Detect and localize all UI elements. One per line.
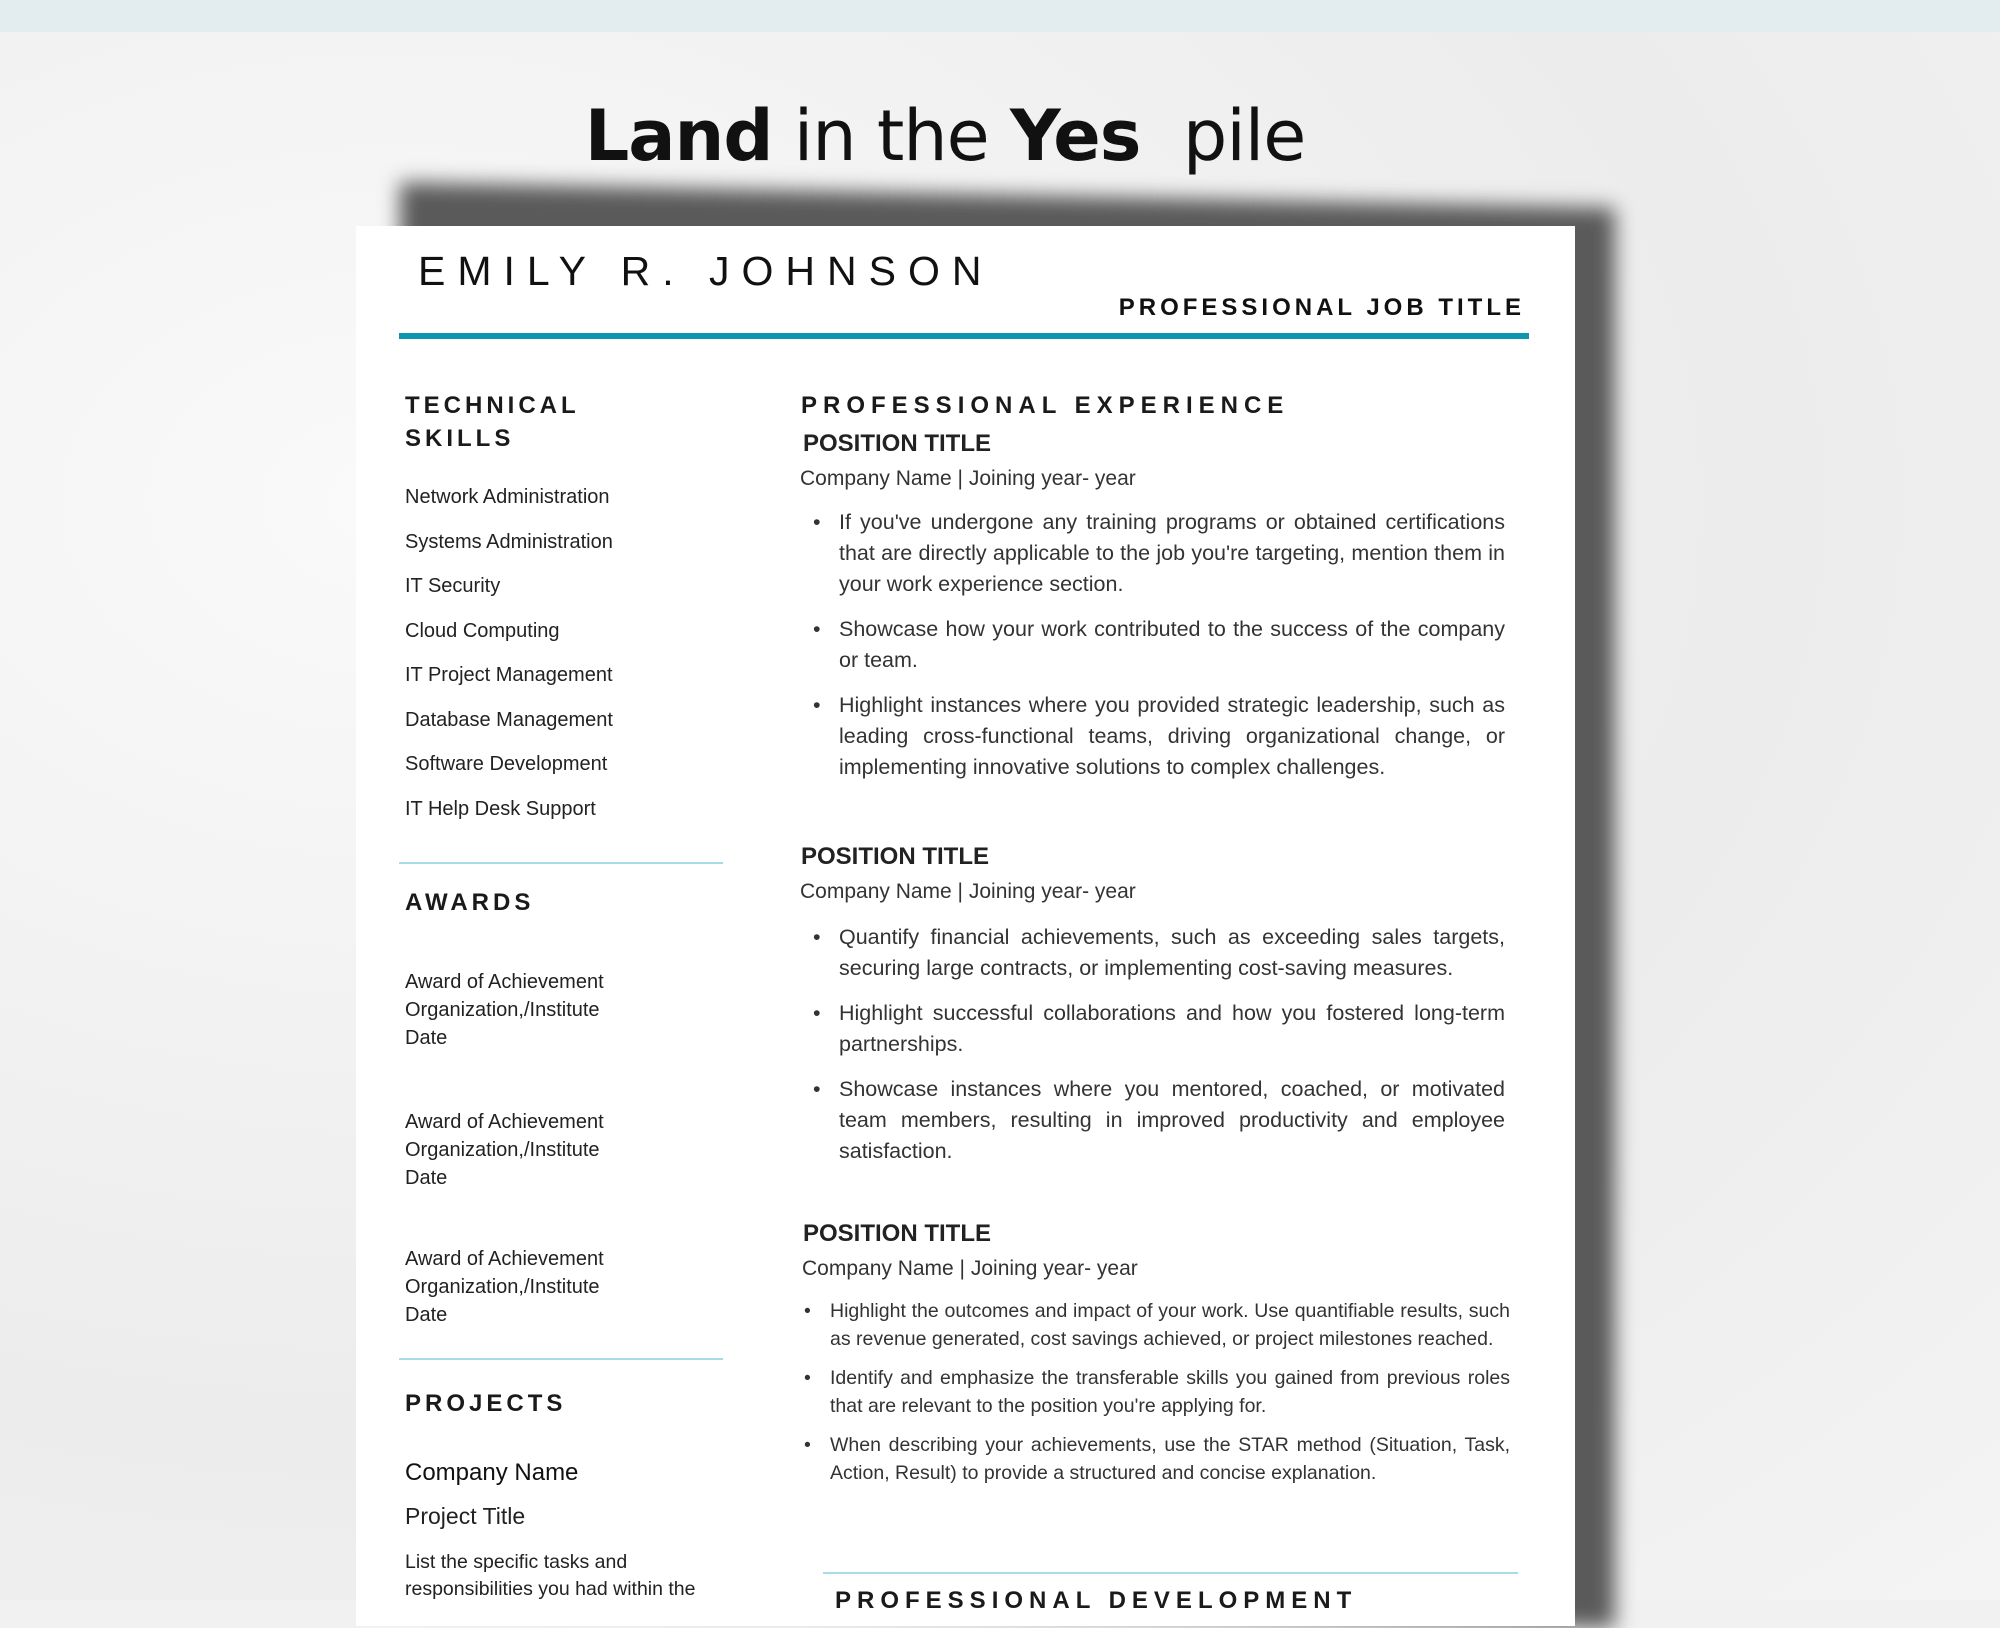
project-title: Project Title [405,1503,526,1529]
bullet-item: • If you've undergone any training programs or obtained certifications that are directly applicable to the job you're targeting, mention them in your work experience section. [839,507,1505,600]
position-bullets [839,507,1505,797]
position-title: POSITION TITLE [803,1220,992,1247]
resume-page [356,226,1575,1626]
position-company: Company Name | Joining year- year [802,1257,1138,1280]
position-company: Company Name | Joining year- year [800,467,1136,490]
skill-item: Software Development [405,753,608,775]
headline-mid: in the [793,95,989,177]
award-title: Award of Achievement [405,1248,604,1270]
top-band [0,0,2000,32]
position-title: POSITION TITLE [801,843,990,870]
projects-heading: PROJECTS [405,1390,567,1417]
headline-bold-land: Land [584,95,773,177]
project-company: Company Name [405,1459,579,1486]
project-description: List the specific tasks and responsibilities you had within the [405,1551,696,1600]
headline-end: pile [1182,95,1306,177]
awards-heading: AWARDS [405,889,535,916]
award-org: Organization,/Institute [405,999,600,1021]
bullet-item: • Highlight successful collaborations and how you fostered long-term partnerships. [839,998,1505,1060]
award-item [405,1245,604,1329]
bullet-item: • Highlight the outcomes and impact of your work. Use quantifiable results, such as revenue generated, cost savings achieved, or project milestones reached. [830,1297,1510,1353]
position-bullets [839,922,1505,1181]
development-heading: PROFESSIONAL DEVELOPMENT [835,1587,1358,1614]
award-item [405,968,604,1052]
section-divider [823,1572,1518,1574]
skill-item: Systems Administration [405,531,613,553]
resume-name: EMILY R. JOHNSON [418,248,994,294]
skill-item: IT Help Desk Support [405,798,596,820]
bullet-item: • Quantify financial achievements, such as exceeding sales targets, securing large contracts, or implementing cost-saving measures. [839,922,1505,984]
bullet-item: • Showcase how your work contributed to the success of the company or team. [839,614,1505,676]
skill-item: Network Administration [405,486,610,508]
heading-line: TECHNICAL [405,392,580,419]
heading-line: SKILLS [405,425,515,452]
job-title: PROFESSIONAL JOB TITLE [1118,294,1525,321]
experience-heading: PROFESSIONAL EXPERIENCE [801,392,1290,419]
position-company: Company Name | Joining year- year [800,880,1136,903]
award-date: Date [405,1304,448,1326]
position-bullets [830,1297,1510,1498]
award-org: Organization,/Institute [405,1276,600,1298]
award-item [405,1108,604,1192]
skill-item: IT Project Management [405,664,613,686]
award-title: Award of Achievement [405,1111,604,1133]
bullet-item: • Identify and emphasize the transferable skills you gained from previous roles that are relevant to the position you're applying for. [830,1364,1510,1420]
award-date: Date [405,1167,448,1189]
position-title: POSITION TITLE [803,430,992,457]
headline-bold-yes: Yes [1009,95,1141,177]
headline [0,95,1890,177]
award-org: Organization,/Institute [405,1139,600,1161]
award-date: Date [405,1027,448,1049]
skill-item: IT Security [405,575,501,597]
technical-skills-heading [405,389,580,455]
bullet-item: • Highlight instances where you provided strategic leadership, such as leading cross-functional teams, driving organizational change, or implementing innovative solutions to complex challenges. [839,690,1505,783]
skill-item: Cloud Computing [405,620,560,642]
accent-rule [399,333,1529,339]
award-title: Award of Achievement [405,971,604,993]
bullet-item: • When describing your achievements, use the STAR method (Situation, Task, Action, Result) to provide a structured and concise explanation. [830,1431,1510,1487]
section-divider [399,1358,723,1360]
bullet-item: • Showcase instances where you mentored, coached, or motivated team members, resulting in improved productivity and employee satisfaction. [839,1074,1505,1167]
skill-item: Database Management [405,709,613,731]
section-divider [399,862,723,864]
